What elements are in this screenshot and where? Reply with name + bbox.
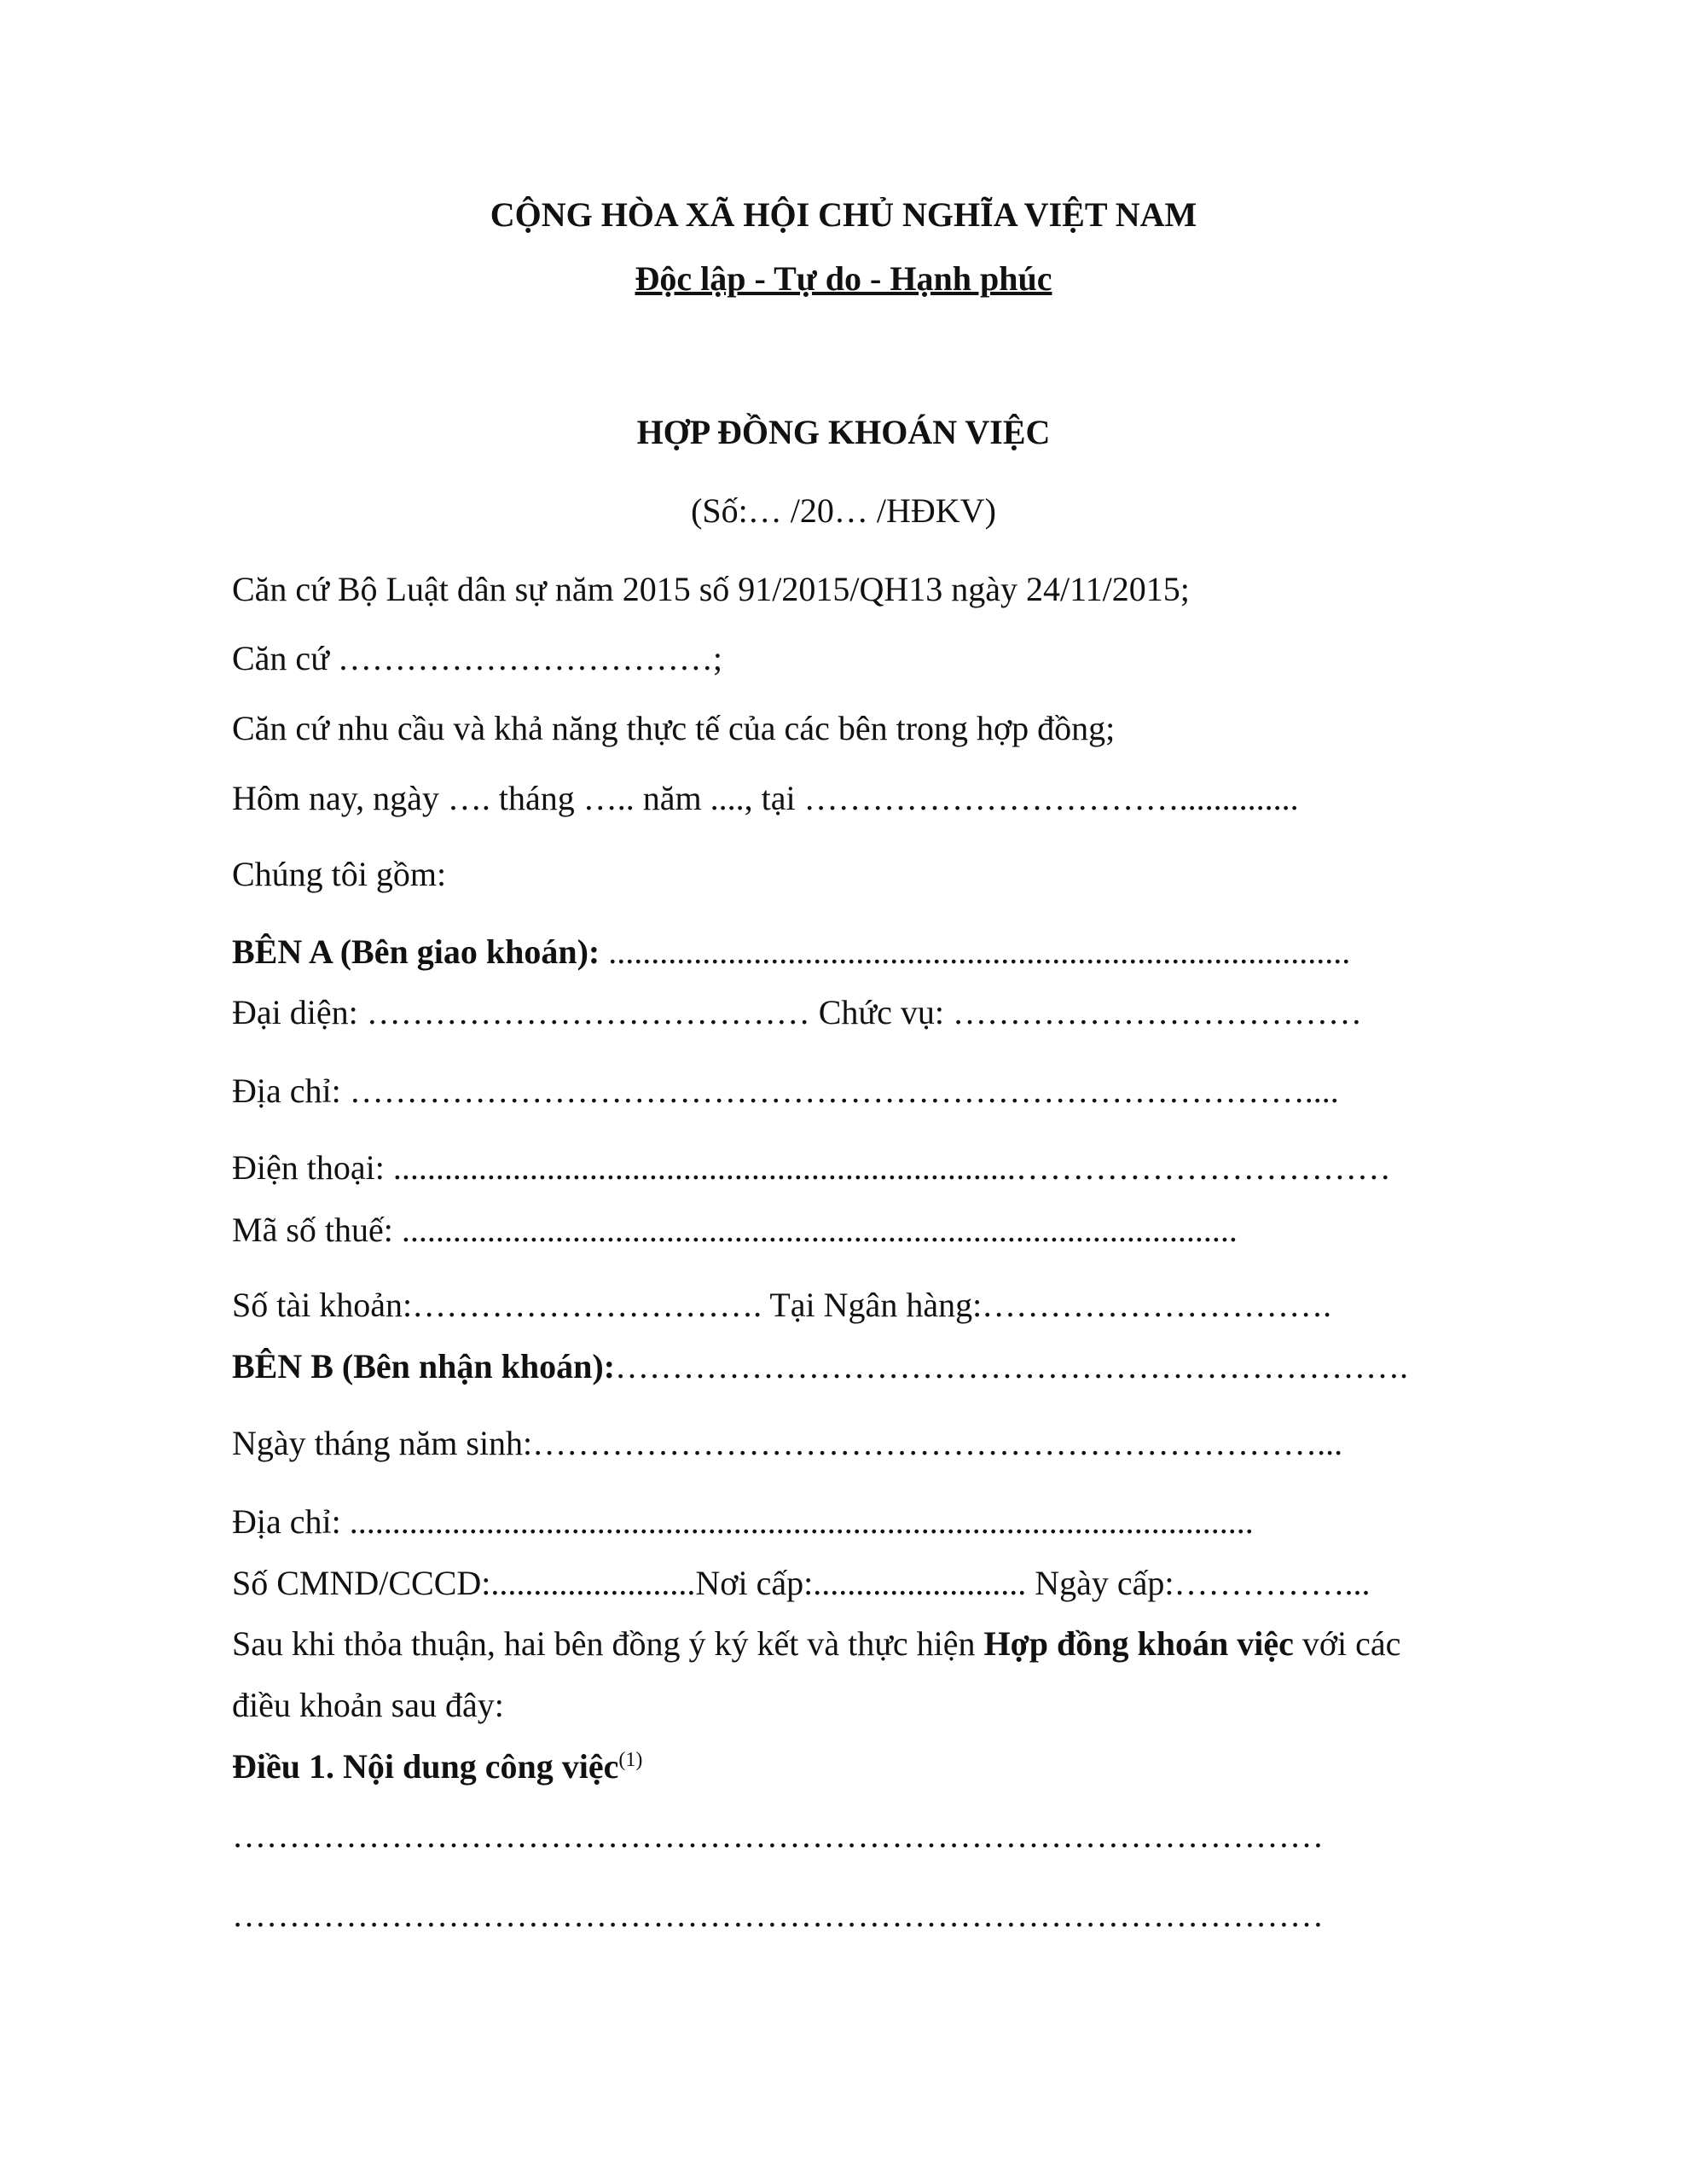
party-a-representative: Đại diện: ………………………………… Chức vụ: ……………………………… <box>232 993 1362 1031</box>
party-b-address: Địa chỉ: .......................................................................................................... <box>232 1502 1254 1541</box>
article-1-fill-line: …………………………………………………………………………………… <box>232 1816 1324 1855</box>
agreement-contract-name: Hợp đồng khoán việc <box>983 1624 1294 1663</box>
party-a-heading <box>232 932 1350 973</box>
party-a-bank: Số tài khoản:…………………………. Tại Ngân hàng:…………………………. <box>232 1286 1332 1324</box>
party-b-label: BÊN B (Bên nhận khoán): <box>232 1347 616 1385</box>
legal-basis-civil-code: Căn cứ Bộ Luật dân sự năm 2015 số 91/2015/QH13 ngày 24/11/2015; <box>232 570 1190 608</box>
legal-basis-needs: Căn cứ nhu cầu và khả năng thực tế của các bên trong hợp đồng; <box>232 709 1116 747</box>
motto <box>0 258 1687 299</box>
agreement-text-before: Sau khi thỏa thuận, hai bên đồng ý ký kết và thực hiện <box>232 1624 984 1663</box>
agreement-line-1 <box>232 1623 1400 1664</box>
party-a-fill: ....................................................................................... <box>600 932 1351 971</box>
motto-text: Độc lập - Tự do - Hạnh phúc <box>635 259 1052 298</box>
legal-basis-blank: Căn cứ ……………………………; <box>232 639 722 677</box>
footnote-marker: (1) <box>618 1749 643 1771</box>
party-a-label: BÊN A (Bên giao khoán): <box>232 932 600 971</box>
article-1-fill-line: …………………………………………………………………………………… <box>232 1896 1324 1934</box>
contract-title: HỢP ĐỒNG KHOÁN VIỆC <box>636 413 1051 451</box>
article-1-heading <box>232 1746 642 1787</box>
party-a-phone: Điện thoại: .........................................................................…………………………… <box>232 1148 1391 1187</box>
article-1-title: Điều 1. Nội dung công việc <box>232 1747 619 1786</box>
country-heading: CỘNG HÒA XÃ HỘI CHỦ NGHĨA VIỆT NAM <box>490 195 1197 234</box>
date-place-line: Hôm nay, ngày …. tháng ….. năm ...., tại …………………………….............. <box>232 779 1299 817</box>
party-a-address: Địa chỉ: ………………………………………………………………………….... <box>232 1072 1339 1110</box>
parties-intro: Chúng tôi gồm: <box>232 855 447 893</box>
party-a-tax-code: Mã số thuế: .................................................................................................. <box>232 1211 1238 1249</box>
party-b-heading <box>232 1346 1408 1387</box>
party-b-fill: ……………………………………………………………. <box>615 1347 1409 1385</box>
contract-number: (Số:… /20… /HĐKV) <box>691 491 996 530</box>
party-b-birth-date: Ngày tháng năm sinh:……………………………………………………………... <box>232 1424 1343 1462</box>
agreement-line-2: điều khoản sau đây: <box>232 1686 504 1724</box>
party-b-id-card: Số CMND/CCCD:........................Nơi cấp:......................... Ngày cấp:……………... <box>232 1564 1371 1602</box>
agreement-text-after: với các <box>1293 1624 1401 1663</box>
